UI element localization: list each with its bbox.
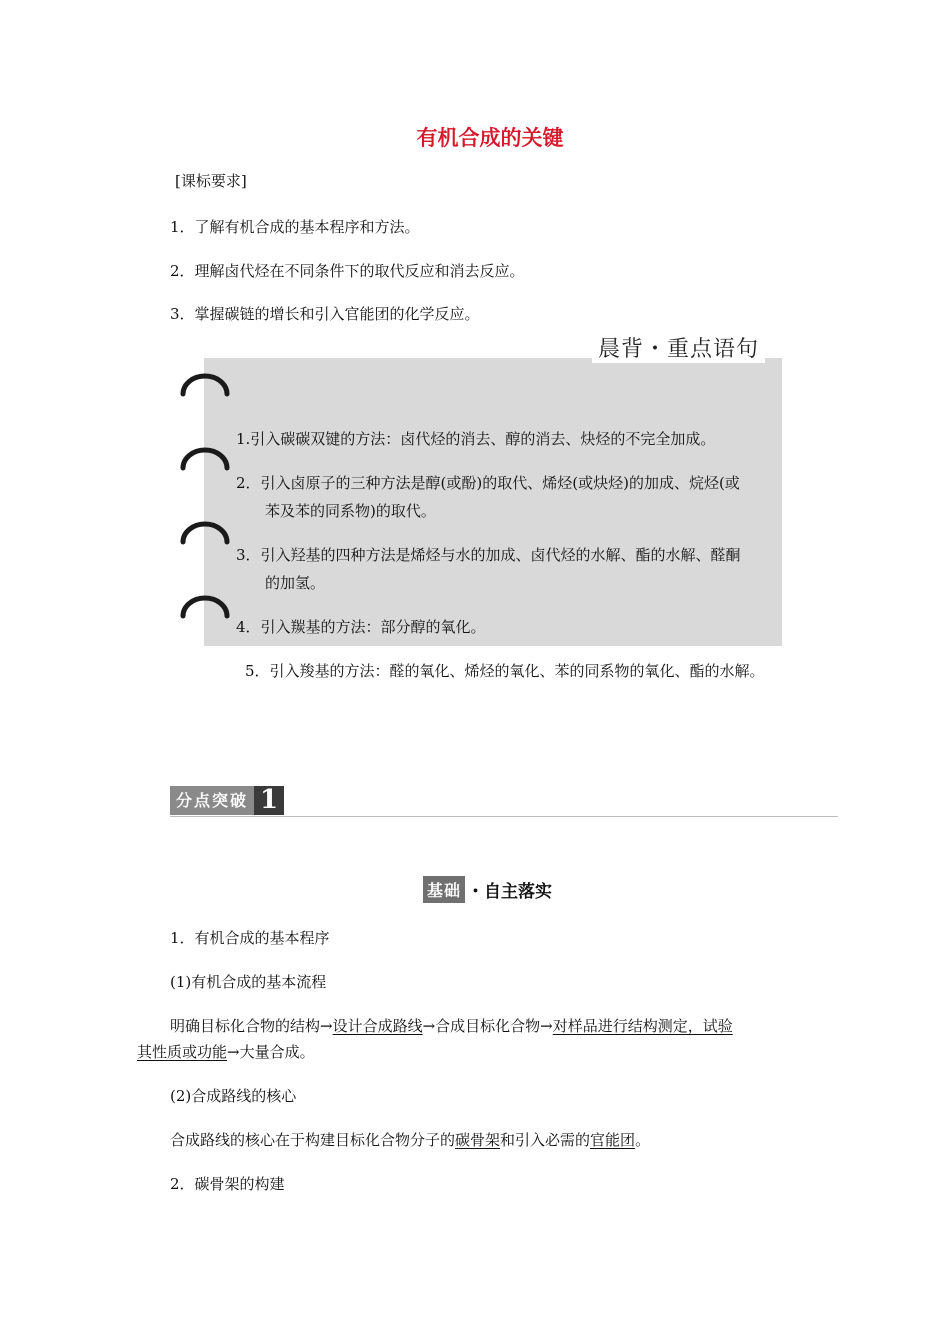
key-point-item: 1.引入碳碳双键的方法：卤代烃的消去、醇的消去、炔烃的不完全加成。 (236, 430, 716, 448)
section-badge-label: 分点突破 (170, 786, 254, 815)
core-blank-answer: 官能团 (590, 1131, 636, 1149)
content-subheading: (2)合成路线的核心 (170, 1087, 297, 1105)
key-point-item: 5．引入羧基的方法：醛的氧化、烯烃的氧化、苯的同系物的氧化、酯的水解。 (245, 662, 765, 680)
basis-text: ・自主落实 (467, 882, 553, 902)
basis-heading (423, 876, 552, 903)
content-subheading: (1)有机合成的基本流程 (170, 973, 327, 991)
flow-line (170, 1016, 733, 1036)
section-divider (170, 816, 838, 817)
binder-ring-icon (179, 446, 231, 472)
key-points-header: 晨背・重点语句 (592, 332, 765, 363)
section-badge (170, 786, 284, 815)
flow-blank-answer: 设计合成路线 (332, 1017, 423, 1035)
flow-blank-answer: 其性质或功能 (137, 1043, 228, 1061)
content-heading: 1．有机合成的基本程序 (170, 929, 330, 947)
flow-text: →合成目标化合物→ (422, 1017, 553, 1035)
binder-ring-icon (179, 594, 231, 620)
flow-text: 明确目标化合物的结构→ (170, 1017, 333, 1035)
binder-ring-icon (179, 520, 231, 546)
binder-ring-icon (179, 372, 231, 398)
flow-text: →大量合成。 (227, 1043, 315, 1061)
content-heading: 2．碳骨架的构建 (170, 1175, 285, 1193)
key-point-item: 2．引入卤原子的三种方法是醇(或酚)的取代、烯烃(或炔烃)的加成、烷烃(或 (236, 474, 740, 492)
key-point-item: 4．引入羰基的方法：部分醇的氧化。 (236, 618, 486, 636)
key-point-item: 的加氢。 (265, 574, 326, 592)
requirement-item: 1．了解有机合成的基本程序和方法。 (170, 218, 420, 236)
flow-blank-answer: 对样品进行结构测定，试验 (552, 1017, 733, 1035)
core-blank-answer: 碳骨架 (455, 1131, 501, 1149)
key-point-item: 3．引入羟基的四种方法是烯烃与水的加成、卤代烃的水解、酯的水解、醛酮 (236, 546, 741, 564)
page-title: 有机合成的关键 (416, 126, 564, 150)
core-text: 。 (635, 1131, 651, 1149)
key-point-item: 苯及苯的同系物)的取代。 (265, 502, 436, 520)
requirement-item: 3．掌握碳链的增长和引入官能团的化学反应。 (170, 305, 480, 323)
flow-line (137, 1042, 315, 1062)
requirement-item: 2．理解卤代烃在不同条件下的取代反应和消去反应。 (170, 262, 525, 280)
requirements-heading: [课标要求] (175, 172, 247, 190)
core-line (170, 1130, 650, 1150)
core-text: 合成路线的核心在于构建目标化合物分子的 (170, 1131, 456, 1149)
section-badge-number: 1 (254, 786, 284, 815)
core-text: 和引入必需的 (500, 1131, 591, 1149)
basis-tag: 基础 (423, 876, 465, 903)
